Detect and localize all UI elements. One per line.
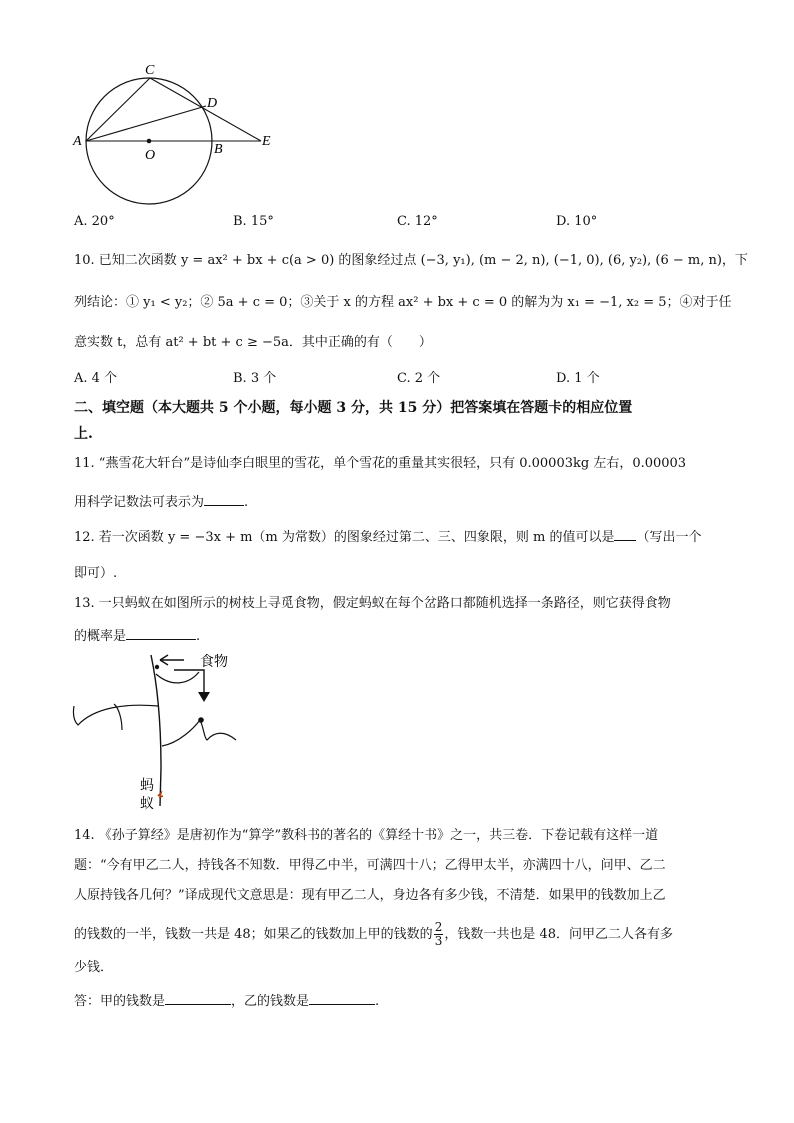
q11-line2 — [74, 493, 248, 512]
q12-line2: 即可）. — [74, 566, 118, 581]
section2-heading-cont: 上. — [74, 426, 93, 442]
q10-option-b: B. 3 个 — [233, 371, 277, 386]
q10-option-d: D. 1 个 — [556, 371, 600, 386]
q10-line3: 意实数 t，总有 at² + bt + c ≥ −5a．其中正确的有（ ） — [74, 335, 432, 350]
q13-line1: 13. 一只蚂蚁在如图所示的树枝上寻觅食物，假定蚂蚁在每个岔路口都随机选择一条路径，则它获得食物 — [74, 596, 671, 611]
q10-line1: 10. 已知二次函数 y = ax² + bx + c(a > 0) 的图象经过点 (−3, y₁), (m − 2, n), (−1, 0), (6, y₂), (6 − m, n)，下 — [74, 253, 748, 268]
fraction-numerator: 2 — [434, 920, 443, 934]
q9-option-d: D. 10° — [556, 214, 598, 229]
q11-text: 用科学记数法可表示为 — [74, 495, 205, 510]
q14-line2: 题：“今有甲乙二人，持钱各不知数．甲得乙中半，可满四十八；乙得甲太半，亦满四十八，问甲、乙二 — [74, 858, 666, 873]
fraction-denominator: 3 — [434, 934, 443, 948]
q14-line1: 14. 《孙子算经》是唐初作为“算学”教科书的著名的《算经十书》之一，共三卷．下卷记载有这样一道 — [74, 828, 659, 843]
right-twig — [200, 720, 236, 740]
q14-line4b: ，钱数一共也是 48．问甲乙二人各有多 — [444, 927, 674, 942]
answer-prefix: 答：甲的钱数是 — [74, 994, 166, 1009]
left-branch — [73, 705, 158, 725]
food-label: 食物 — [200, 655, 228, 670]
label-d: D — [207, 96, 218, 111]
food-arrow-down — [174, 670, 204, 700]
answer-end: . — [375, 994, 380, 1009]
upper-branch — [156, 672, 199, 683]
q12-answer-blank — [614, 528, 636, 541]
q11-line1: 11. “燕雪花大轩台”是诗仙李白眼里的雪花，单个雪花的重量其实很轻，只有 0.00003kg 左右，0.00003 — [74, 456, 687, 471]
q13-answer-blank — [126, 627, 196, 640]
q12-line1 — [74, 528, 702, 547]
label-e: E — [262, 134, 271, 149]
q14-line4 — [74, 921, 673, 948]
q11-end: . — [244, 495, 249, 510]
branch-dot — [155, 665, 159, 669]
tree-branch-figure — [64, 648, 254, 820]
q14-line4a: 的钱数的一半，钱数一共是 48；如果乙的钱数加上甲的钱数的 — [74, 927, 433, 942]
q10-line2: 列结论：① y₁ < y₂；② 5a + c = 0；③关于 x 的方程 ax² + bx + c = 0 的解为为 x₁ = −1, x₂ = 5；④对于任 — [74, 295, 732, 310]
q14-line3: 人原持钱各几何？”译成现代文意思是：现有甲乙二人，身边各有多少钱，不清楚．如果甲的钱数加上乙 — [74, 888, 666, 903]
q11-answer-blank — [204, 493, 244, 506]
two-thirds-fraction — [434, 921, 444, 948]
food-arrow-down-head — [198, 692, 210, 702]
ant-icon — [158, 793, 163, 797]
q9-option-c: C. 12° — [397, 214, 438, 229]
q10-option-a: A. 4 个 — [74, 371, 118, 386]
label-o: O — [145, 148, 156, 163]
center-dot — [147, 139, 152, 144]
q12-text-end: （写出一个 — [636, 530, 702, 545]
q13-end: . — [196, 629, 201, 644]
label-b: B — [214, 142, 223, 157]
q9-option-a: A. 20° — [74, 214, 115, 229]
line-ce — [150, 78, 261, 141]
label-a: A — [73, 134, 82, 149]
ant-label-2: 蚁 — [140, 797, 154, 812]
q14-line5: 少钱． — [74, 960, 114, 975]
circle-figure — [70, 58, 280, 208]
q10-option-c: C. 2 个 — [397, 371, 441, 386]
q13-text: 的概率是 — [74, 629, 127, 644]
food-dot — [198, 717, 204, 723]
right-branch — [162, 720, 200, 746]
left-twig — [114, 704, 122, 730]
q14-answer — [74, 992, 379, 1011]
answer-blank-yi — [309, 992, 375, 1005]
answer-mid: ，乙的钱数是 — [231, 994, 310, 1009]
label-c: C — [145, 63, 155, 78]
q12-text: 12. 若一次函数 y = −3x + m（m 为常数）的图象经过第二、三、四象限，则 m 的值可以是 — [74, 530, 615, 545]
section2-heading: 二、填空题（本大题共 5 个小题，每小题 3 分，共 15 分）把答案填在答题卡的相应位置 — [74, 400, 633, 416]
q13-line2 — [74, 627, 200, 646]
ant-label-1: 蚂 — [140, 779, 154, 794]
answer-blank-jia — [165, 992, 231, 1005]
q9-option-b: B. 15° — [233, 214, 274, 229]
